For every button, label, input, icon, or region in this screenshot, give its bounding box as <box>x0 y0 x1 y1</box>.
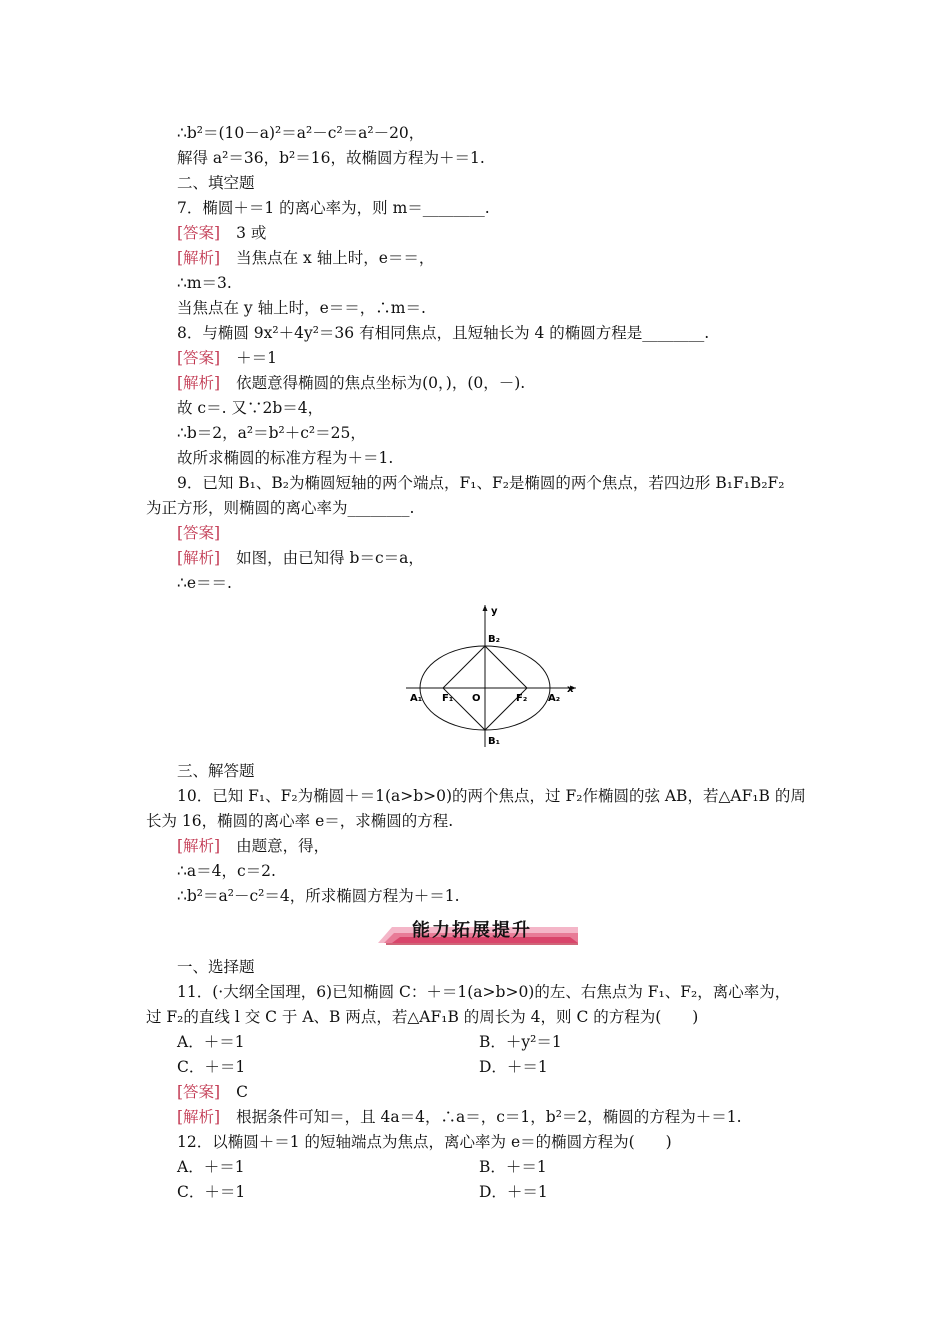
text-line: ∴a＝4，c＝2. <box>177 862 276 880</box>
point-f1-label: F₁ <box>442 693 454 704</box>
question-8: 8．与椭圆 9x²＋4y²＝36 有相同焦点，且短轴长为 4 的椭圆方程是________. <box>177 324 710 342</box>
answer-tag: [答案] <box>177 1083 221 1101</box>
text-line: 故 c＝. 又∵2b＝4， <box>177 399 324 417</box>
option-a: A．＋＝1 <box>177 1158 245 1176</box>
text-line: 故所求椭圆的标准方程为＋＝1. <box>177 449 394 467</box>
question-9-cont: 为正方形，则椭圆的离心率为________. <box>146 499 415 517</box>
option-b: B．＋y²＝1 <box>479 1033 562 1051</box>
option-c: C．＋＝1 <box>177 1183 246 1201</box>
option-d: D．＋＝1 <box>479 1183 548 1201</box>
analysis-line <box>177 372 525 394</box>
answer-line <box>177 347 277 369</box>
analysis-line <box>177 547 424 569</box>
banner-title: 能力拓展提升 <box>412 920 532 941</box>
analysis-line <box>177 247 434 269</box>
analysis-tag: [解析] <box>177 374 221 392</box>
analysis-tag: [解析] <box>177 1108 221 1126</box>
option-a: A．＋＝1 <box>177 1033 245 1051</box>
point-b2-label: B₂ <box>488 634 501 645</box>
answer-line <box>177 222 266 244</box>
ellipse-figure <box>402 601 582 751</box>
question-10: 10．已知 F₁、F₂为椭圆＋＝1(a>b>0)的两个焦点，过 F₂作椭圆的弦 AB，若△AF₁B 的周 <box>177 787 806 805</box>
answer-tag: [答案] <box>177 524 221 542</box>
section-banner <box>378 913 578 945</box>
text-line: 解得 a²＝36，b²＝16，故椭圆方程为＋＝1. <box>177 149 485 167</box>
text-line: 当焦点在 y 轴上时，e＝＝，∴m＝. <box>177 299 426 317</box>
origin-label: O <box>472 693 481 704</box>
text-line: ∴b²＝(10－a)²＝a²－c²＝a²－20， <box>177 124 425 142</box>
point-a2-label: A₂ <box>548 693 561 704</box>
analysis-line <box>177 1106 742 1128</box>
question-10-cont: 长为 16，椭圆的离心率 e＝，求椭圆的方程. <box>146 812 454 830</box>
section-heading: 三、解答题 <box>177 762 255 780</box>
analysis-text: 当焦点在 x 轴上时，e＝＝， <box>236 249 435 267</box>
answer-tag: [答案] <box>177 224 221 242</box>
section-heading: 一、选择题 <box>177 958 255 976</box>
point-b1-label: B₁ <box>488 736 501 747</box>
y-label: y <box>491 606 498 617</box>
section-heading: 二、填空题 <box>177 174 255 192</box>
analysis-tag: [解析] <box>177 837 221 855</box>
answer-line <box>177 522 220 544</box>
point-a1-label: A₁ <box>410 693 423 704</box>
answer-line <box>177 1081 248 1103</box>
analysis-text: 由题意，得， <box>236 837 330 855</box>
analysis-tag: [解析] <box>177 549 221 567</box>
analysis-line <box>177 835 329 857</box>
analysis-text: 如图，由已知得 b＝c＝a， <box>236 549 424 567</box>
point-f2-label: F₂ <box>516 693 528 704</box>
question-11: 11．(·大纲全国理，6)已知椭圆 C：＋＝1(a>b>0)的左、右焦点为 F₁、F₂，离心率为， <box>177 983 791 1001</box>
option-b: B．＋＝1 <box>479 1158 547 1176</box>
y-axis-arrow <box>483 605 488 611</box>
question-7: 7．椭圆＋＝1 的离心率为，则 m＝________. <box>177 199 490 217</box>
text-line: ∴b²＝a²－c²＝4，所求椭圆方程为＋＝1. <box>177 887 460 905</box>
x-label: x <box>567 684 574 695</box>
question-11-cont: 过 F₂的直线 l 交 C 于 A、B 两点，若△AF₁B 的周长为 4，则 C 的方程为( ) <box>146 1008 699 1026</box>
text-line: ∴b＝2，a²＝b²＋c²＝25， <box>177 424 366 442</box>
question-9: 9．已知 B₁、B₂为椭圆短轴的两个端点，F₁、F₂是椭圆的两个焦点，若四边形 B₁F₁B₂F₂ <box>177 474 785 492</box>
option-c: C．＋＝1 <box>177 1058 246 1076</box>
answer-text: C <box>236 1083 248 1101</box>
answer-tag: [答案] <box>177 349 221 367</box>
option-d: D．＋＝1 <box>479 1058 548 1076</box>
answer-text: ＋＝1 <box>236 349 277 367</box>
analysis-text: 根据条件可知＝，且 4a＝4，∴a＝，c＝1，b²＝2，椭圆的方程为＋＝1. <box>236 1108 742 1126</box>
text-line: ∴m＝3. <box>177 274 232 292</box>
analysis-text: 依题意得椭圆的焦点坐标为(0，)，(0，－). <box>236 374 526 392</box>
text-line: ∴e＝＝. <box>177 574 232 592</box>
question-12: 12．以椭圆＋＝1 的短轴端点为焦点，离心率为 e＝的椭圆方程为( ) <box>177 1133 672 1151</box>
answer-text: 3 或 <box>236 224 267 242</box>
analysis-tag: [解析] <box>177 249 221 267</box>
